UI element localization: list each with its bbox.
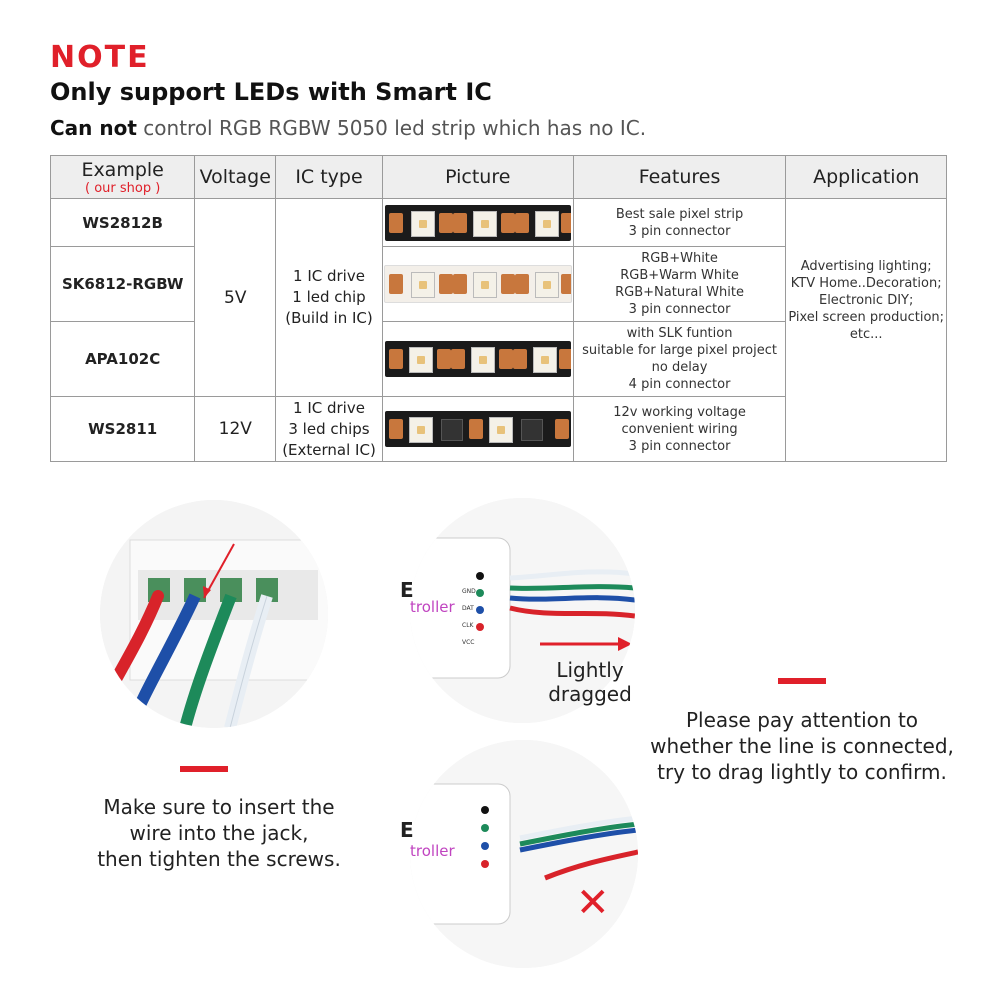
left-caption-line: wire into the jack, <box>129 821 309 845</box>
pin-label: VCC <box>462 639 475 646</box>
left-caption-line: Make sure to insert the <box>103 795 335 819</box>
ic-line: 1 IC drive <box>293 398 365 417</box>
col-voltage: Voltage <box>195 156 276 199</box>
feature-line: RGB+White <box>641 251 718 266</box>
left-dash <box>180 766 228 772</box>
picture-cell <box>382 247 573 322</box>
col-example <box>51 156 195 199</box>
right-dash <box>778 678 826 684</box>
controller-label: troller <box>410 598 455 616</box>
feature-line: 12v working voltage <box>613 404 746 420</box>
drag-label-line: Lightly <box>556 658 624 682</box>
application-line: KTV Home..Decoration; <box>790 275 942 291</box>
ic-line: 1 led chip <box>292 288 366 306</box>
right-caption-line: whether the line is connected, <box>650 734 954 758</box>
pin-label: GND <box>462 588 476 595</box>
feature-line: RGB+Natural White <box>615 285 744 300</box>
voltage-cell: 12V <box>195 397 276 462</box>
application-cell <box>786 199 947 462</box>
picture-cell <box>382 322 573 397</box>
led-strip-ws2811-image <box>385 411 571 447</box>
pin-label: CLK <box>462 622 474 629</box>
model-cell: APA102C <box>51 322 195 397</box>
subheadline <box>50 116 646 140</box>
led-strip-ws2812b-image <box>385 205 571 241</box>
model-cell: SK6812-RGBW <box>51 247 195 322</box>
application-line: Advertising lighting; <box>800 258 932 274</box>
terminal-closeup-drawing <box>100 500 328 728</box>
left-caption-line: then tighten the screws. <box>97 847 341 871</box>
feature-line: with SLK funtion <box>626 326 733 341</box>
led-strip-apa102c-image <box>385 341 571 377</box>
col-picture: Picture <box>382 156 573 199</box>
right-caption-line: Please pay attention to <box>685 708 919 732</box>
picture-cell <box>382 199 573 247</box>
controller-letter: E <box>400 578 414 602</box>
feature-line: 4 pin connector <box>628 377 731 392</box>
model-cell: WS2811 <box>51 397 195 462</box>
right-caption <box>642 707 962 785</box>
terminal-closeup-image <box>100 500 328 728</box>
drag-label-line: dragged <box>548 682 632 706</box>
application-line: Pixel screen production; <box>788 309 945 325</box>
controller-label-2: troller <box>410 842 455 860</box>
feature-line: 3 pin connector <box>628 302 731 317</box>
feature-line: Best sale pixel strip <box>615 206 744 222</box>
subheadline-bold: Can not <box>50 116 137 140</box>
feature-line: suitable for large pixel project <box>582 343 777 358</box>
voltage-cell: 5V <box>195 199 276 397</box>
right-caption-line: try to drag lightly to confirm. <box>657 760 947 784</box>
led-strip-sk6812-image <box>384 265 572 303</box>
col-application: Application <box>786 156 947 199</box>
ic-type-cell <box>276 199 383 397</box>
ic-line: (External IC) <box>282 440 376 459</box>
drag-label <box>545 658 635 706</box>
features-cell <box>573 247 786 322</box>
application-line: etc... <box>849 326 883 342</box>
ic-line: 1 IC drive <box>293 267 365 285</box>
wrong-x-icon: ✕ <box>576 880 610 926</box>
feature-line: convenient wiring <box>621 421 738 437</box>
col-ic-type: IC type <box>276 156 383 199</box>
model-cell: WS2812B <box>51 199 195 247</box>
features-cell <box>573 322 786 397</box>
col-features: Features <box>573 156 786 199</box>
table-row <box>51 199 947 247</box>
ic-line: (Build in IC) <box>285 309 373 327</box>
feature-line: 3 pin connector <box>628 223 731 239</box>
feature-line: RGB+Warm White <box>620 268 739 283</box>
application-line: Electronic DIY; <box>818 292 914 308</box>
picture-cell <box>382 397 573 462</box>
headline: Only support LEDs with Smart IC <box>50 78 492 106</box>
ic-type-cell <box>276 397 383 462</box>
features-cell <box>573 397 786 462</box>
pin-label: DAT <box>462 605 474 612</box>
col-example-sub: ( our shop ) <box>85 180 161 196</box>
ic-line: 3 led chips <box>288 419 370 438</box>
note-title: NOTE <box>50 40 150 75</box>
features-cell <box>573 199 786 247</box>
left-caption <box>60 794 378 872</box>
col-example-label: Example <box>81 158 164 181</box>
table-header-row <box>51 156 947 199</box>
feature-line: 3 pin connector <box>628 438 731 454</box>
subheadline-rest: control RGB RGBW 5050 led strip which has no IC. <box>136 116 647 140</box>
spec-table <box>50 155 947 462</box>
controller-letter-2: E <box>400 818 414 842</box>
feature-line: no delay <box>651 360 708 375</box>
pin-labels <box>462 583 476 651</box>
